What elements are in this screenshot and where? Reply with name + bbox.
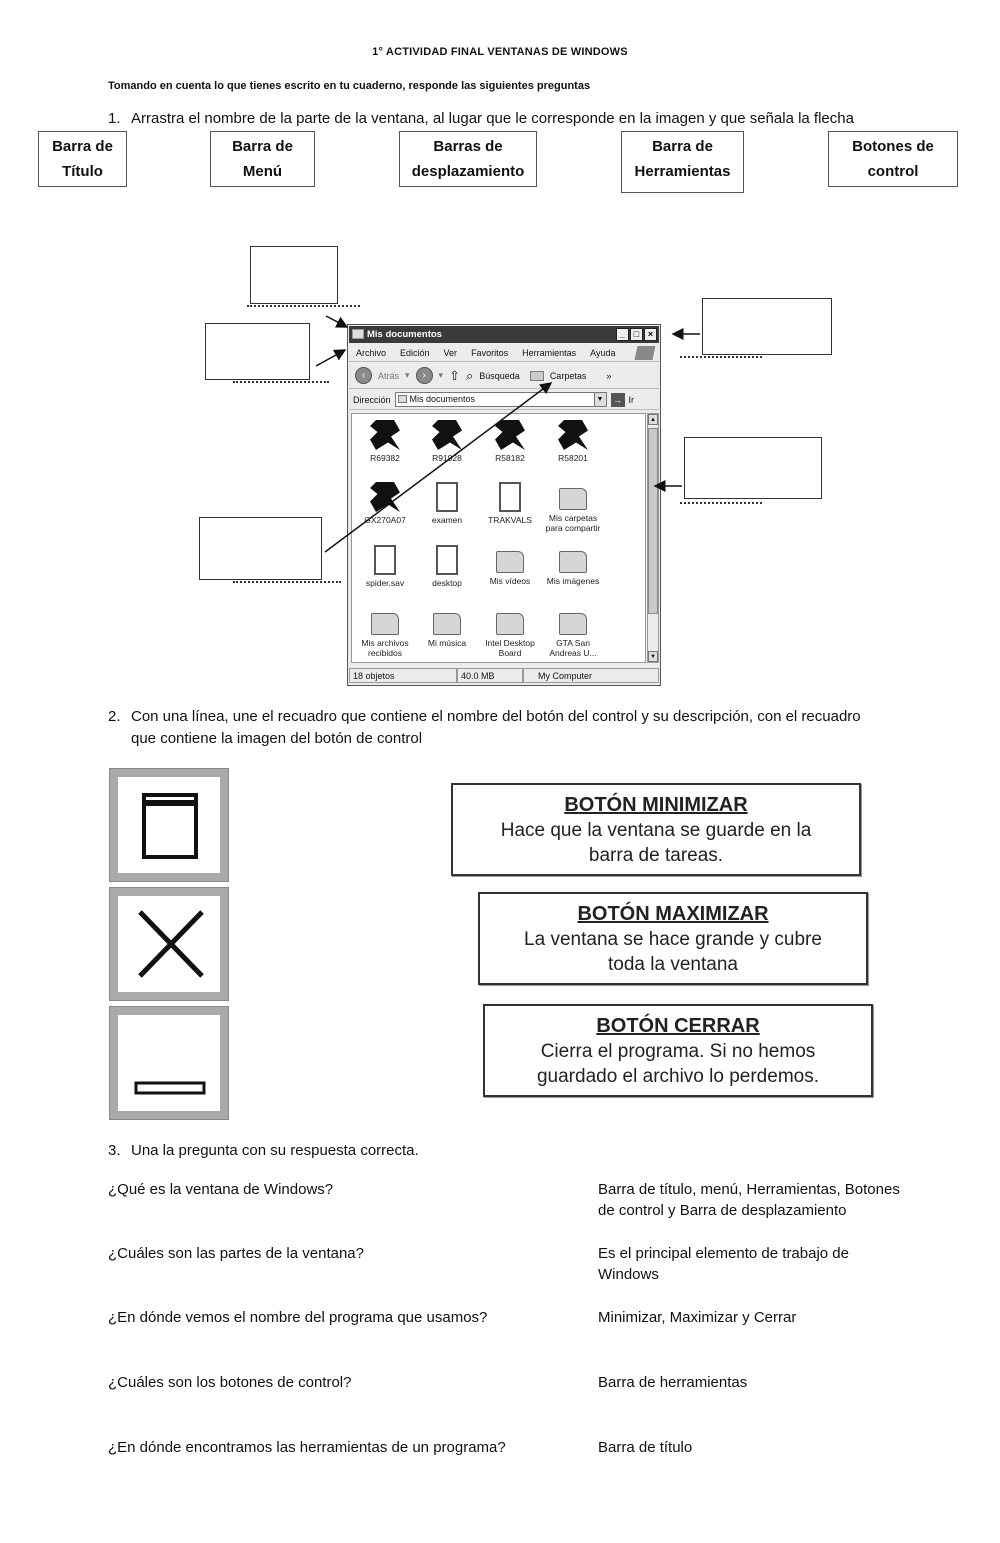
item-label: R58201 xyxy=(558,453,588,463)
description-title: BOTÓN MINIMIZAR xyxy=(564,794,748,816)
item-label: examen xyxy=(431,515,463,525)
match-answer[interactable] xyxy=(598,1372,968,1393)
item-label: spider.sav xyxy=(365,578,405,588)
item-label: GTA San Andreas U... xyxy=(549,638,597,658)
match-question[interactable]: ¿En dónde encontramos las herramientas de un programa? xyxy=(108,1439,506,1456)
description-maximize[interactable] xyxy=(478,892,868,985)
instructions: Tomando en cuenta lo que tienes escrito en tu cuaderno, responde las siguientes preguntas xyxy=(108,80,591,92)
answer-line: Barra de título xyxy=(598,1439,693,1456)
back-arrow-icon: ‹ xyxy=(355,367,372,384)
menu-item-edicion: Edición xyxy=(400,347,430,358)
label-line: Barra de xyxy=(232,138,293,155)
scroll-up-icon: ▲ xyxy=(648,414,658,425)
maximize-button-image[interactable] xyxy=(110,769,228,881)
page-title: 1° ACTIVIDAD FINAL VENTANAS DE WINDOWS xyxy=(372,46,628,58)
match-answer[interactable] xyxy=(598,1437,968,1458)
address-value: Mis documentos xyxy=(409,394,476,404)
status-location: My Computer xyxy=(523,668,659,683)
chevron-down-icon: ▾ xyxy=(438,370,444,380)
description-minimize[interactable] xyxy=(451,783,861,876)
match-answer[interactable] xyxy=(598,1307,968,1328)
question-2-number: 2. xyxy=(108,708,121,725)
arrow-to-menu-bar xyxy=(316,350,345,366)
menu-item-herramientas: Herramientas xyxy=(522,347,577,358)
label-line: Título xyxy=(62,163,103,180)
label-line: Barra de xyxy=(652,138,713,155)
answer-line: Barra de herramientas xyxy=(598,1374,748,1391)
description-title: BOTÓN MAXIMIZAR xyxy=(577,903,769,925)
question-1-number: 1. xyxy=(108,110,121,127)
item-label: R91928 xyxy=(432,453,462,463)
item-label: Mis vídeos xyxy=(489,576,531,586)
label-line: Botones de xyxy=(852,138,934,155)
menu-item-ver: Ver xyxy=(443,347,458,358)
forward-arrow-icon: › xyxy=(416,367,433,384)
menu-item-archivo: Archivo xyxy=(356,347,387,358)
chevron-down-icon: ▼ xyxy=(594,393,606,406)
status-size: 40.0 MB xyxy=(457,668,523,683)
description-line: Cierra el programa. Si no hemos xyxy=(540,1041,816,1062)
description-title: BOTÓN CERRAR xyxy=(596,1015,760,1037)
answer-line: Minimizar, Maximizar y Cerrar xyxy=(598,1309,797,1326)
description-line: barra de tareas. xyxy=(588,845,724,866)
minimize-button-image[interactable] xyxy=(110,1007,228,1119)
item-label: TRAKVALS xyxy=(488,515,532,525)
match-question[interactable]: ¿Cuáles son las partes de la ventana? xyxy=(108,1245,364,1262)
match-answer[interactable] xyxy=(598,1243,968,1285)
description-line: toda la ventana xyxy=(608,954,738,975)
description-line: guardado el archivo lo perdemos. xyxy=(536,1066,819,1087)
maximize-icon: □ xyxy=(630,328,643,341)
label-line: desplazamiento xyxy=(411,163,525,180)
status-objects: 18 objetos xyxy=(349,668,457,683)
label-line: Menú xyxy=(242,163,283,180)
maximize-icon xyxy=(118,777,220,873)
question-1-text: Arrastra el nombre de la parte de la ventana, al lugar que le corresponde en la imagen y que señala la flecha xyxy=(131,110,854,127)
question-3-text: Una la pregunta con su respuesta correcta. xyxy=(131,1142,419,1159)
more-icon: » xyxy=(606,370,612,381)
answer-line: Barra de título, menú, Herramientas, Botones xyxy=(598,1181,900,1198)
item-label: GX270A07 xyxy=(364,515,406,525)
item-label: Mis imágenes xyxy=(546,576,600,586)
menu-item-favoritos: Favoritos xyxy=(471,347,509,358)
item-label: Mis carpetas para compartir xyxy=(545,513,601,533)
answer-line: de control y Barra de desplazamiento xyxy=(598,1202,847,1219)
match-question[interactable]: ¿En dónde vemos el nombre del programa que usamos? xyxy=(108,1309,488,1326)
arrow-to-title-bar xyxy=(326,316,347,327)
close-icon xyxy=(118,896,220,992)
match-answer[interactable] xyxy=(598,1179,968,1221)
address-label: Dirección xyxy=(353,394,391,405)
description-close[interactable] xyxy=(483,1004,873,1097)
folders-label: Carpetas xyxy=(549,370,587,381)
menu-item-ayuda: Ayuda xyxy=(590,347,616,358)
answer-line: Windows xyxy=(598,1266,659,1283)
label-line: control xyxy=(867,163,919,180)
minimize-icon: _ xyxy=(616,328,629,341)
label-line: Barras de xyxy=(433,138,503,155)
label-line: Herramientas xyxy=(634,163,731,180)
go-arrow-icon: → xyxy=(611,393,625,407)
minimize-icon xyxy=(118,1015,220,1111)
arrow-to-toolbar xyxy=(325,383,551,552)
close-icon: × xyxy=(644,328,657,341)
search-label: Búsqueda xyxy=(479,370,520,381)
item-label: R69382 xyxy=(370,453,400,463)
back-label: Atrás xyxy=(378,370,400,381)
description-line: Hace que la ventana se guarde en la xyxy=(500,820,812,841)
scroll-down-icon: ▼ xyxy=(648,651,658,662)
pointer-arrows xyxy=(0,0,1000,700)
item-label: R58182 xyxy=(495,453,525,463)
question-2-text-line1: Con una línea, une el recuadro que contiene el nombre del botón del control y su descripción, con el recuadro xyxy=(131,708,861,725)
item-label: Mis archivos recibidos xyxy=(361,638,409,658)
window-title: Mis documentos xyxy=(367,329,442,340)
item-label: Intel Desktop Board xyxy=(485,638,535,658)
answer-line: Es el principal elemento de trabajo de xyxy=(598,1245,849,1262)
match-question[interactable]: ¿Cuáles son los botones de control? xyxy=(108,1374,352,1391)
question-2-text-line2: que contiene la imagen del botón de control xyxy=(131,730,423,747)
question-3-number: 3. xyxy=(108,1142,121,1159)
chevron-down-icon: ▾ xyxy=(405,370,410,380)
close-button-image[interactable] xyxy=(110,888,228,1000)
search-icon: ⌕ xyxy=(465,367,474,383)
up-folder-icon: ⇧ xyxy=(449,367,460,383)
item-label: Mi música xyxy=(427,638,467,648)
go-label: Ir xyxy=(628,394,635,405)
label-line: Barra de xyxy=(52,138,113,155)
match-question[interactable]: ¿Qué es la ventana de Windows? xyxy=(108,1181,334,1198)
description-line: La ventana se hace grande y cubre xyxy=(524,929,822,950)
item-label: desktop xyxy=(432,578,462,588)
